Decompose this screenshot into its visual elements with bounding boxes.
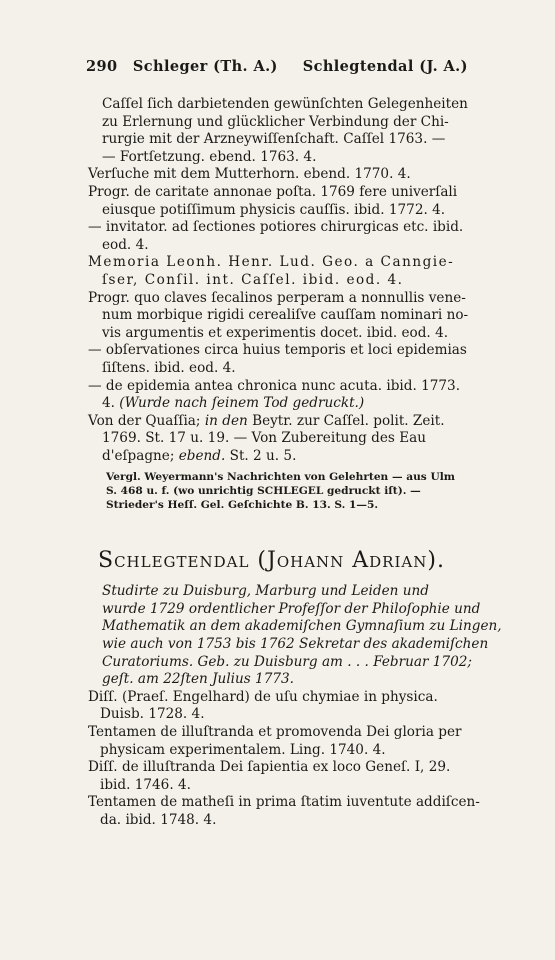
entry-line-0: Caſſel ſich darbietenden gewünſchten Gelegenheiten [102, 96, 468, 112]
journal-articles [88, 413, 515, 466]
entry-line-7: — invitator. ad ſectiones potiores chirurgicas etc. ibid. [88, 219, 464, 236]
bio-line-4: Curatoriums. Geb. zu Duisburg am . . . Februar 1702; [102, 653, 472, 670]
work-line-5: ibid. 1746. 4. [100, 776, 191, 793]
work-line-3: physicam experimentalem. Ling. 1740. 4. [100, 741, 386, 758]
bio-line-3: wie auch von 1753 bis 1762 Sekretar des akademiſchen [102, 636, 489, 653]
section-heading: Schlegtendal (Johann Adrian). [98, 548, 445, 574]
entry-line-8: eod. 4. [102, 236, 149, 253]
posthumous-note: 4. (Wurde nach ſeinem Tod gedruckt.) [102, 395, 365, 412]
entry-line-11: Progr. quo claves ſecalinos perperam a nonnullis vene- [88, 289, 466, 306]
work-line-7: da. ibid. 1748. 4. [100, 811, 217, 828]
bio-line-1: wurde 1729 ordentlicher Profeſſor der Philoſophie und [102, 600, 481, 617]
running-head-name-1: Schleger (Th. A.) [132, 58, 278, 75]
entry-line-2: rurgie mit der Arzneywiſſenſchaft. Caſſel 1763. — [102, 131, 446, 148]
entry-line-12: num morbique rigidi cerealiſve cauſſam nominari no- [102, 307, 469, 324]
entry-line-9: Memoria Leonh. Henr. Lud. Geo. a Canngie- [88, 254, 455, 271]
work-line-0: Diſſ. (Praeſ. Engelhard) de uſu chymiae in physica. [88, 688, 438, 705]
reference-line-2: Strieder's Heſſ. Gel. Geſchichte B. 13. S. 1—5. [106, 498, 379, 511]
work-line-6: Tentamen de matheſi in prima ſtatim iuventute addiſcen- [88, 794, 480, 811]
reference-notes [88, 471, 515, 512]
entry-line-1: zu Erlernung und glücklicher Verbindung der Chi- [102, 113, 449, 130]
work-line-4: Diſſ. de illuſtranda Dei ſapientia ex loco Geneſ. I, 29. [88, 759, 451, 776]
article-line-1: 1769. St. 17 u. 19. — Von Zubereitung des Eau [102, 430, 427, 447]
bio-line-2: Mathematik an dem akademiſchen Gymnaſium zu Lingen, [102, 618, 502, 635]
entry-line-16: — de epidemia antea chronica nunc acuta. ibid. 1773. [88, 377, 461, 394]
running-head-name-2: Schlegtendal (J. A.) [302, 58, 468, 75]
entry-line-10: ſser, Conſil. int. Caſſel. ibid. eod. 4. [102, 271, 404, 288]
article-line-0: Von der Quaſſia; in den Beytr. zur Caſſel. polit. Zeit. [88, 412, 445, 429]
bio-line-0: Studirte zu Duisburg, Marburg und Leiden und [102, 583, 429, 600]
article-line-2: d'eſpagne; ebend. St. 2 u. 5. [102, 447, 297, 464]
entry-line-15: ſiſtens. ibid. eod. 4. [102, 359, 236, 376]
reference-line-1: S. 468 u. f. (wo unrichtig SCHLEGEL gedruckt iſt). — [106, 485, 421, 498]
entry-line-5: Progr. de caritate annonae poſta. 1769 fere univerſali [88, 183, 458, 200]
bibliography-entries-schleger [88, 96, 515, 395]
work-line-2: Tentamen de illuſtranda et promovenda Dei gloria per [88, 724, 462, 740]
bio-line-5: geſt. am 22ſten Julius 1773. [102, 671, 294, 688]
entry-line-6: eiusque potiſſimum physicis cauſſis. ibid. 1772. 4. [102, 201, 446, 218]
bibliography-entries-schlegtendal [88, 689, 515, 830]
running-head [86, 58, 495, 75]
entry-line-3: — Fortſetzung. ebend. 1763. 4. [102, 148, 317, 165]
reference-line-0: Vergl. Weyermann's Nachrichten von Gelehrten — aus Ulm [106, 471, 455, 484]
page-body [88, 96, 515, 830]
entry-line-4: Verſuche mit dem Mutterhorn. ebend. 1770. 4. [88, 166, 411, 183]
entry-line-14: — obſervationes circa huius temporis et loci epidemias [88, 342, 467, 359]
entry-line-13: vis argumentis et experimentis docet. ibid. eod. 4. [102, 324, 449, 341]
biography [88, 583, 515, 689]
page-number: 290 [86, 58, 118, 75]
work-line-1: Duisb. 1728. 4. [100, 706, 205, 723]
